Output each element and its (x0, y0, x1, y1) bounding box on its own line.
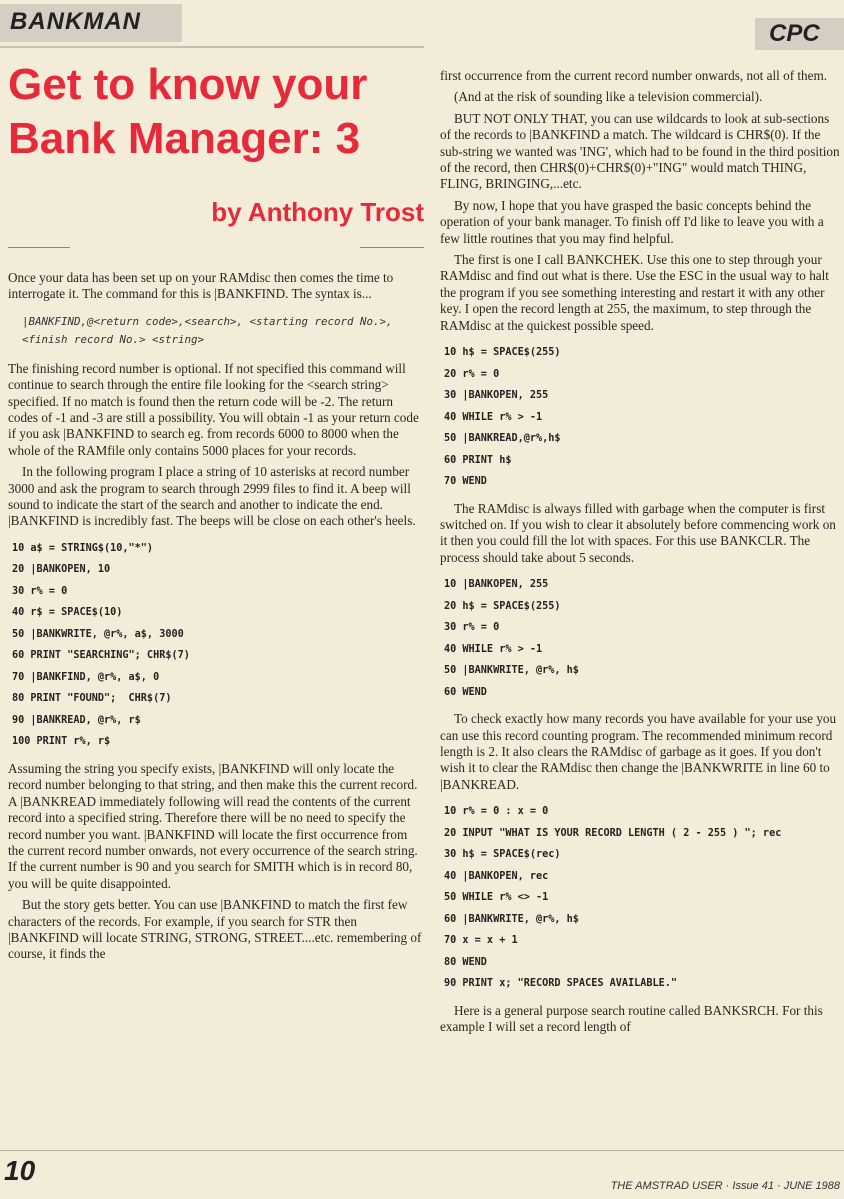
magazine-footer: THE AMSTRAD USER · Issue 41 · JUNE 1988 (610, 1180, 840, 1192)
code-listing-record-count: 10 r% = 0 : x = 0 20 INPUT "WHAT IS YOUR RECORD LENGTH ( 2 - 255 ) "; rec 30 h$ = SPACE$(rec) 40 |BANKOPEN, rec 50 WHILE r% <> -1 60 |BANKWRITE, @r%, h$ 70 x = x + 1 80 WEND 90 PRINT x; "RECORD SPACES AVAILABLE." (444, 806, 782, 990)
article-byline: by Anthony Trost (211, 197, 424, 227)
article-title: Get to know your Bank Manager: 3 (8, 60, 368, 163)
section-label: BANKMAN (10, 8, 141, 35)
code-listing-bankclr: 10 |BANKOPEN, 255 20 h$ = SPACE$(255) 30 r% = 0 40 WHILE r% > -1 50 |BANKWRITE, @r%, h$ 60 WEND (444, 579, 579, 698)
paragraph-bankchek: The first is one I call BANKCHEK. Use this one to step through your RAMdisc and find out what is there. Use the ESC in the usual way to halt the program if you see something interesting and restart it with any other key. I open the record length at 255, the maximum, to step through the RAMdisc at the quickest possible speed. (440, 252, 829, 333)
paragraph-commercial: (And at the risk of sounding like a television commercial). (454, 89, 763, 105)
paragraph-finishing-record: The finishing record number is optional. If not specified this command will continue to search through the entire file looking for the <search string> specified. If no match is found then the return code will be -2. The return codes of -1 and -3 are still a possibility. You will obtain -1 as your return code if you ask |BANKFIND to search eg. from records 6000 to 8000 when the whole of the RAMfile only contains 5000 places for your records. (8, 360, 419, 458)
paragraph-banksrch: Here is a general purpose search routine called BANKSRCH. For this example I will set a record length of (440, 1002, 823, 1035)
left-column (8, 270, 424, 968)
paragraph-record-count: To check exactly how many records you have available for your use you can use this record counting program. The recommended minimum record length is 2. It also clears the RAMdisc of garbage as it goes. If you don't wish it to clear the RAMdisc then change the |BANKWRITE in line 60 to |BANKREAD. (440, 711, 837, 792)
syntax-block: |BANKFIND,@<return code>,<search>, <starting record No.>, <finish record No.> <string> (22, 314, 393, 346)
byline-rule-right (360, 247, 424, 248)
byline-rule-left (8, 247, 70, 248)
platform-header (755, 18, 844, 50)
footer-rule (0, 1150, 844, 1151)
paragraph-program-intro: In the following program I place a string of 10 asterisks at record number 3000 and ask the program to search through 2999 files to find it. A beep will sound to indicate the start of the search and another to indicate the end. |BANKFIND is incredibly fast. The beeps will be close on each other's heels. (8, 464, 416, 529)
code-listing-bankfind: 10 a$ = STRING$(10,"*") 20 |BANKOPEN, 10 30 r% = 0 40 r$ = SPACE$(10) 50 |BANKWRITE, @r%, a$, 3000 60 PRINT "SEARCHING"; CHR$(7) 70 |BANKFIND, @r%, a$, 0 80 PRINT "FOUND"; CHR$(7) 90 |BANKREAD, @r%, r$ 100 PRINT r%, r$ (12, 542, 190, 748)
paragraph-garbage: The RAMdisc is always filled with garbage when the computer is first switched on. If you wish to clear it absolutely before commencing work on it then you could fill the lot with spaces. For this use BANKCLR. The process should take about 5 seconds. (440, 500, 836, 565)
section-header (0, 4, 182, 42)
code-listing-bankchek: 10 h$ = SPACE$(255) 20 r% = 0 30 |BANKOPEN, 255 40 WHILE r% > -1 50 |BANKREAD,@r%,h$ 60 PRINT h$ 70 WEND (444, 347, 561, 488)
platform-label: CPC (769, 20, 820, 47)
intro-paragraph: Once your data has been set up on your RAMdisc then comes the time to interrogate it. The command for this is |BANKFIND. The syntax is... (8, 270, 394, 302)
paragraph-first-occurrence: first occurrence from the current record number onwards, not all of them. (440, 68, 828, 83)
header-rule (0, 46, 424, 48)
paragraph-by-now: By now, I hope that you have grasped the basic concepts behind the operation of your bank manager. To finish off I'd like to leave you with a few little routines that you may find helpful. (440, 197, 824, 246)
paragraph-wildcards: BUT NOT ONLY THAT, you can use wildcards to look at sub-sections of the records to |BANKFIND a match. The wildcard is CHR$(0). If the sub-string we wanted was 'ING', which had to be found in the third position of the record, then CHR$(0)+CHR$(0)+"ING" would match THING, FLING, BRINGING,...etc. (440, 110, 840, 192)
paragraph-assuming: Assuming the string you specify exists, |BANKFIND will only locate the record number belonging to that string, and then make this the current record. A |BANKREAD immediately following will read the contents of the current record into a specified string. Therefore there will be no need to specify the record number you want. |BANKFIND will locate the first occurrence from the current record number onwards, not every occurrence of the search string. If the current number is 90 and you search for SMITH which is in record 80, you will be quite disappointed. (8, 760, 418, 891)
right-column (440, 68, 842, 1041)
paragraph-story-better: But the story gets better. You can use |BANKFIND to match the first few characters of the records. For example, if you search for STR then |BANKFIND will locate STRING, STRONG, STREET....etc. remembering of course, it finds the (8, 897, 422, 962)
page-number: 10 (4, 1155, 36, 1186)
